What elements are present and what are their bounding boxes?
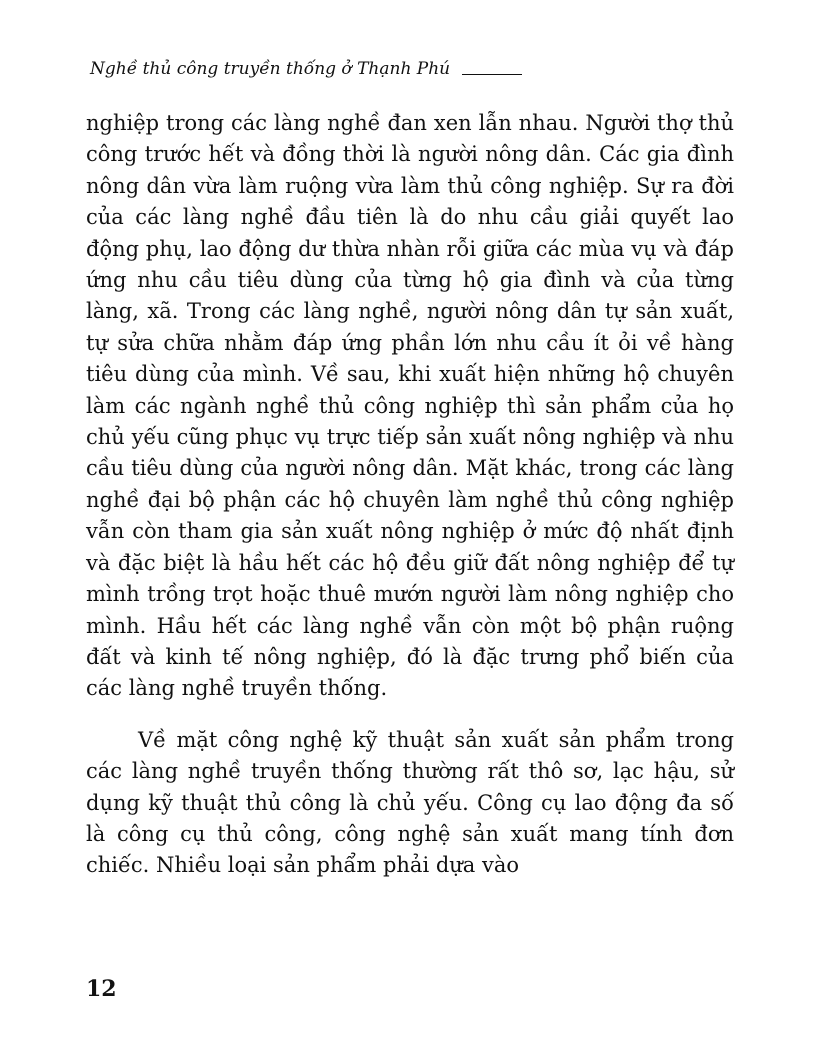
running-header-title: Nghề thủ công truyền thống ở Thạnh Phú	[90, 59, 451, 79]
page-body	[86, 108, 734, 882]
running-header	[90, 55, 560, 83]
header-rule	[462, 74, 522, 75]
page-number: 12	[86, 976, 117, 1002]
body-paragraph: nghiệp trong các làng nghề đan xen lẫn nhau. Người thợ thủ công trước hết và đồng thời là người nông dân. Các gia đình nông dân vừa làm ruộng vừa làm thủ công nghiệp. Sự ra đời của các làng nghề đầu tiên là do nhu cầu giải quyết lao động phụ, lao động dư thừa nhàn rỗi giữa các mùa vụ và đáp ứng nhu cầu tiêu dùng của từng hộ gia đình và của từng làng, xã. Trong các làng nghề, người nông dân tự sản xuất, tự sửa chữa nhằm đáp ứng phần lớn nhu cầu ít ỏi về hàng tiêu dùng của mình. Về sau, khi xuất hiện những hộ chuyên làm các ngành nghề thủ công nghiệp thì sản phẩm của họ chủ yếu cũng phục vụ trực tiếp sản xuất nông nghiệp và nhu cầu tiêu dùng của người nông dân. Mặt khác, trong các làng nghề đại bộ phận các hộ chuyên làm nghề thủ công nghiệp vẫn còn tham gia sản xuất nông nghiệp ở mức độ nhất định và đặc biệt là hầu hết các hộ đều giữ đất nông nghiệp để tự mình trồng trọt hoặc thuê mướn người làm nông nghiệp cho mình. Hầu hết các làng nghề vẫn còn một bộ phận ruộng đất và kinh tế nông nghiệp, đó là đặc trưng phổ biến của các làng nghề truyền thống.	[86, 111, 734, 701]
body-paragraph: Về mặt công nghệ kỹ thuật sản xuất sản phẩm trong các làng nghề truyền thống thường rất thô sơ, lạc hậu, sử dụng kỹ thuật thủ công là chủ yếu. Công cụ lao động đa số là công cụ thủ công, công nghệ sản xuất mang tính đơn chiếc. Nhiều loại sản phẩm phải dựa vào	[86, 727, 734, 878]
